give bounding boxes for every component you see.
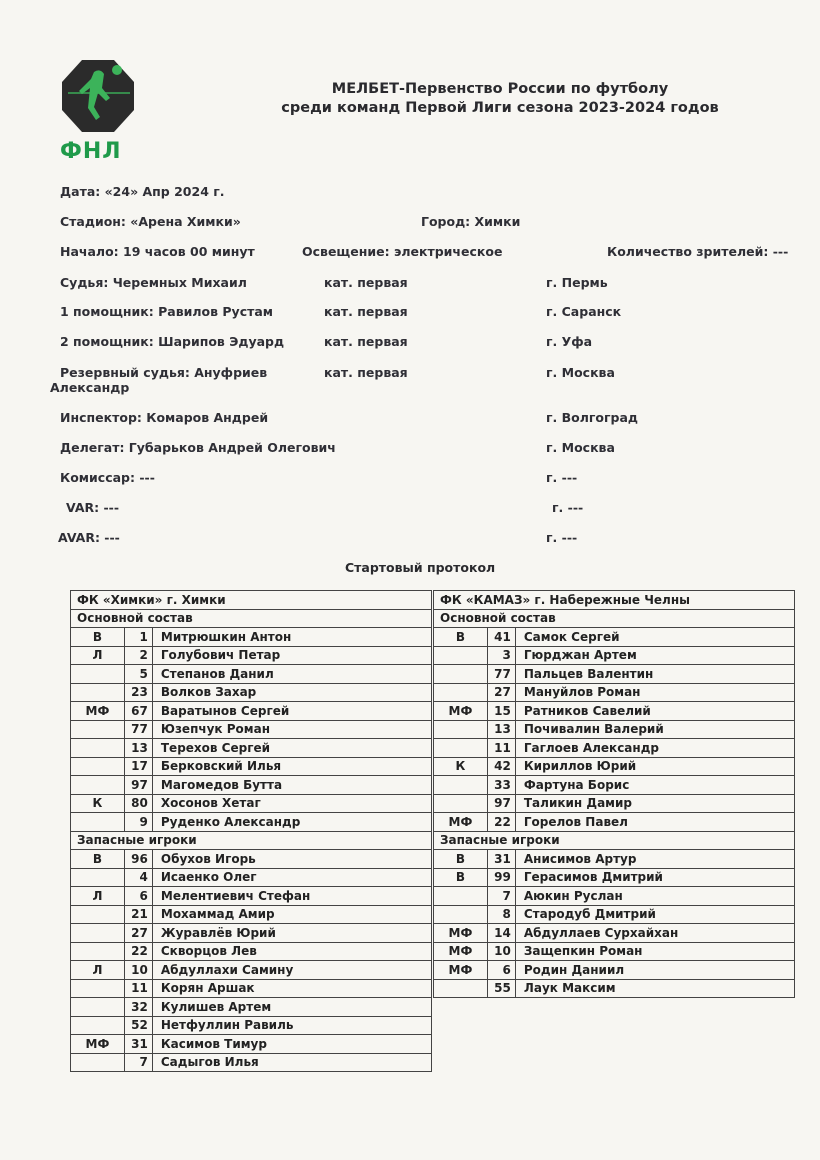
- player-row: [434, 739, 795, 758]
- player-name: Кириллов Юрий: [515, 757, 794, 776]
- player-number: 10: [487, 942, 515, 961]
- player-name: Хосонов Хетаг: [152, 794, 431, 813]
- substitute-row: [71, 998, 432, 1017]
- player-name: Юзепчук Роман: [152, 720, 431, 739]
- team-name: ФК «КАМАЗ» г. Набережные Челны: [434, 591, 795, 610]
- player-row: [434, 646, 795, 665]
- player-position: МФ: [434, 924, 488, 943]
- player-position: В: [71, 850, 125, 869]
- player-number: 1: [124, 628, 152, 647]
- player-position: [71, 813, 125, 832]
- player-name: Мелентиевич Стефан: [152, 887, 431, 906]
- player-name: Почивалин Валерий: [515, 720, 794, 739]
- player-name: Абдуллахи Самину: [152, 961, 431, 980]
- player-number: 6: [124, 887, 152, 906]
- substitute-row: [71, 961, 432, 980]
- player-name: Пальцев Валентин: [515, 665, 794, 684]
- player-number: 11: [124, 979, 152, 998]
- player-row: [71, 702, 432, 721]
- player-name: Магомедов Бутта: [152, 776, 431, 795]
- player-name: Мохаммад Амир: [152, 905, 431, 924]
- match-spectators: Количество зрителей: ---: [607, 244, 789, 259]
- player-position: МФ: [434, 961, 488, 980]
- player-position: В: [434, 868, 488, 887]
- player-name: Защепкин Роман: [515, 942, 794, 961]
- player-row: [434, 794, 795, 813]
- substitute-row: [71, 979, 432, 998]
- player-row: [71, 757, 432, 776]
- player-row: [434, 757, 795, 776]
- player-row: [434, 628, 795, 647]
- player-name: Родин Даниил: [515, 961, 794, 980]
- player-position: [71, 924, 125, 943]
- player-name: Берковский Илья: [152, 757, 431, 776]
- substitute-row: [71, 850, 432, 869]
- assistant-1-city: г. Саранск: [546, 304, 622, 319]
- player-number: 8: [487, 905, 515, 924]
- player-name: Касимов Тимур: [152, 1035, 431, 1054]
- player-name: Анисимов Артур: [515, 850, 794, 869]
- avar-city: г. ---: [546, 530, 578, 545]
- player-position: [434, 776, 488, 795]
- player-name: Корян Аршак: [152, 979, 431, 998]
- player-number: 14: [487, 924, 515, 943]
- player-position: [71, 905, 125, 924]
- player-name: Абдуллаев Сурхайхан: [515, 924, 794, 943]
- player-position: [71, 1053, 125, 1072]
- match-stadium: Стадион: «Арена Химки»: [60, 214, 241, 229]
- match-date: Дата: «24» Апр 2024 г.: [60, 184, 225, 199]
- player-position: [434, 665, 488, 684]
- player-row: [434, 702, 795, 721]
- player-number: 6: [487, 961, 515, 980]
- team-header-row: [71, 591, 432, 610]
- player-position: [71, 665, 125, 684]
- player-number: 5: [124, 665, 152, 684]
- assistant-1: 1 помощник: Равилов Рустам: [60, 304, 274, 319]
- avar: AVAR: ---: [58, 530, 120, 545]
- player-position: МФ: [434, 942, 488, 961]
- referee: Судья: Черемных Михаил: [60, 275, 247, 290]
- player-number: 31: [124, 1035, 152, 1054]
- player-position: [434, 739, 488, 758]
- player-number: 13: [487, 720, 515, 739]
- substitutes-label: Запасные игроки: [434, 831, 795, 850]
- reserve-referee-city: г. Москва: [546, 365, 615, 380]
- player-number: 27: [124, 924, 152, 943]
- player-name: Терехов Сергей: [152, 739, 431, 758]
- player-number: 21: [124, 905, 152, 924]
- player-number: 27: [487, 683, 515, 702]
- player-number: 41: [487, 628, 515, 647]
- player-position: [71, 683, 125, 702]
- section-row: [434, 831, 795, 850]
- player-number: 97: [124, 776, 152, 795]
- substitute-row: [71, 942, 432, 961]
- player-name: Нетфуллин Равиль: [152, 1016, 431, 1035]
- substitute-row: [71, 905, 432, 924]
- var-city: г. ---: [552, 500, 584, 515]
- var: VAR: ---: [66, 500, 120, 515]
- player-position: МФ: [71, 702, 125, 721]
- player-name: Исаенко Олег: [152, 868, 431, 887]
- player-position: [434, 887, 488, 906]
- player-position: [434, 646, 488, 665]
- player-number: 31: [487, 850, 515, 869]
- title-line-1: МЕЛБЕТ-Первенство России по футболу: [331, 81, 669, 97]
- player-name: Фартуна Борис: [515, 776, 794, 795]
- inspector-city: г. Волгоград: [546, 410, 639, 425]
- player-position: Л: [71, 887, 125, 906]
- player-number: 77: [487, 665, 515, 684]
- substitute-row: [434, 905, 795, 924]
- player-name: Гаглоев Александр: [515, 739, 794, 758]
- commissioner-city: г. ---: [546, 470, 578, 485]
- substitute-row: [434, 942, 795, 961]
- player-name: Кулишев Артем: [152, 998, 431, 1017]
- player-number: 17: [124, 757, 152, 776]
- player-number: 4: [124, 868, 152, 887]
- substitute-row: [434, 887, 795, 906]
- section-row: [71, 831, 432, 850]
- player-position: [71, 868, 125, 887]
- team-header-row: [434, 591, 795, 610]
- player-number: 80: [124, 794, 152, 813]
- match-lighting: Освещение: электрическое: [302, 244, 503, 259]
- player-row: [71, 646, 432, 665]
- player-position: [434, 979, 488, 998]
- player-name: Мануйлов Роман: [515, 683, 794, 702]
- player-number: 97: [487, 794, 515, 813]
- player-number: 9: [124, 813, 152, 832]
- match-city: Город: Химки: [421, 214, 521, 229]
- substitutes-label: Запасные игроки: [71, 831, 432, 850]
- player-position: Л: [71, 961, 125, 980]
- commissioner: Комиссар: ---: [60, 470, 155, 485]
- player-row: [71, 776, 432, 795]
- player-number: 67: [124, 702, 152, 721]
- player-number: 99: [487, 868, 515, 887]
- substitute-row: [71, 1016, 432, 1035]
- team-name: ФК «Химки» г. Химки: [71, 591, 432, 610]
- player-position: [434, 720, 488, 739]
- substitute-row: [71, 924, 432, 943]
- player-row: [434, 813, 795, 832]
- player-name: Голубович Петар: [152, 646, 431, 665]
- player-name: Самок Сергей: [515, 628, 794, 647]
- substitute-row: [71, 1053, 432, 1072]
- player-position: В: [434, 850, 488, 869]
- player-position: В: [434, 628, 488, 647]
- player-position: МФ: [434, 702, 488, 721]
- player-row: [434, 776, 795, 795]
- player-number: 15: [487, 702, 515, 721]
- player-position: МФ: [434, 813, 488, 832]
- player-row: [434, 720, 795, 739]
- delegate-city: г. Москва: [546, 440, 615, 455]
- player-name: Лаук Максим: [515, 979, 794, 998]
- player-number: 33: [487, 776, 515, 795]
- player-number: 77: [124, 720, 152, 739]
- player-position: [71, 998, 125, 1017]
- player-position: [71, 757, 125, 776]
- substitute-row: [434, 961, 795, 980]
- player-name: Стародуб Дмитрий: [515, 905, 794, 924]
- player-number: 3: [487, 646, 515, 665]
- player-position: К: [434, 757, 488, 776]
- page-title: [250, 80, 750, 118]
- player-number: 23: [124, 683, 152, 702]
- player-position: [71, 1016, 125, 1035]
- player-row: [71, 665, 432, 684]
- substitute-row: [71, 868, 432, 887]
- player-row: [71, 628, 432, 647]
- player-name: Степанов Данил: [152, 665, 431, 684]
- substitute-row: [434, 850, 795, 869]
- section-row: [434, 609, 795, 628]
- assistant-2-category: кат. первая: [324, 334, 408, 349]
- player-row: [71, 683, 432, 702]
- starting-lineup-label: Основной состав: [434, 609, 795, 628]
- player-name: Журавлёв Юрий: [152, 924, 431, 943]
- player-position: МФ: [71, 1035, 125, 1054]
- away-roster-table: [433, 590, 795, 998]
- player-name: Герасимов Дмитрий: [515, 868, 794, 887]
- player-name: Аюкин Руслан: [515, 887, 794, 906]
- player-number: 96: [124, 850, 152, 869]
- player-row: [71, 813, 432, 832]
- fnl-logo-icon: [60, 58, 136, 134]
- player-number: 32: [124, 998, 152, 1017]
- title-line-2: среди команд Первой Лиги сезона 2023-2024 годов: [281, 100, 719, 116]
- player-number: 55: [487, 979, 515, 998]
- player-name: Садыгов Илья: [152, 1053, 431, 1072]
- substitute-row: [434, 924, 795, 943]
- section-row: [71, 609, 432, 628]
- inspector: Инспектор: Комаров Андрей: [60, 410, 269, 425]
- player-position: [434, 683, 488, 702]
- player-position: В: [71, 628, 125, 647]
- assistant-2-city: г. Уфа: [546, 334, 593, 349]
- player-name: Обухов Игорь: [152, 850, 431, 869]
- assistant-2: 2 помощник: Шарипов Эдуард: [60, 334, 285, 349]
- player-number: 7: [487, 887, 515, 906]
- starting-lineup-label: Основной состав: [71, 609, 432, 628]
- player-position: [71, 720, 125, 739]
- player-number: 52: [124, 1016, 152, 1035]
- home-roster-table: [70, 590, 432, 1072]
- substitute-row: [71, 1035, 432, 1054]
- player-name: Скворцов Лев: [152, 942, 431, 961]
- substitute-row: [434, 868, 795, 887]
- player-name: Митрюшкин Антон: [152, 628, 431, 647]
- player-number: 10: [124, 961, 152, 980]
- delegate: Делегат: Губарьков Андрей Олегович: [60, 440, 336, 455]
- assistant-1-category: кат. первая: [324, 304, 408, 319]
- player-number: 22: [124, 942, 152, 961]
- player-name: Гюрджан Артем: [515, 646, 794, 665]
- player-number: 13: [124, 739, 152, 758]
- referee-city: г. Пермь: [546, 275, 608, 290]
- player-name: Горелов Павел: [515, 813, 794, 832]
- player-position: К: [71, 794, 125, 813]
- player-name: Ратников Савелий: [515, 702, 794, 721]
- player-name: Таликин Дамир: [515, 794, 794, 813]
- player-position: [71, 739, 125, 758]
- player-position: [71, 979, 125, 998]
- reserve-referee-name: Александр: [50, 380, 130, 395]
- player-name: Варатынов Сергей: [152, 702, 431, 721]
- player-number: 7: [124, 1053, 152, 1072]
- player-name: Руденко Александр: [152, 813, 431, 832]
- player-number: 42: [487, 757, 515, 776]
- player-position: [71, 776, 125, 795]
- referee-category: кат. первая: [324, 275, 408, 290]
- reserve-referee: Резервный судья: Ануфриев: [60, 365, 268, 380]
- player-position: [71, 942, 125, 961]
- player-row: [71, 720, 432, 739]
- substitute-row: [71, 887, 432, 906]
- player-position: [434, 794, 488, 813]
- substitute-row: [434, 979, 795, 998]
- player-position: Л: [71, 646, 125, 665]
- player-row: [434, 665, 795, 684]
- player-number: 11: [487, 739, 515, 758]
- player-row: [71, 794, 432, 813]
- protocol-title: Стартовый протокол: [345, 560, 496, 575]
- player-number: 2: [124, 646, 152, 665]
- reserve-referee-category: кат. первая: [324, 365, 408, 380]
- player-row: [434, 683, 795, 702]
- match-start: Начало: 19 часов 00 минут: [60, 244, 255, 259]
- player-position: [434, 905, 488, 924]
- fnl-logo-text: ФНЛ: [60, 139, 122, 164]
- player-name: Волков Захар: [152, 683, 431, 702]
- player-number: 22: [487, 813, 515, 832]
- player-row: [71, 739, 432, 758]
